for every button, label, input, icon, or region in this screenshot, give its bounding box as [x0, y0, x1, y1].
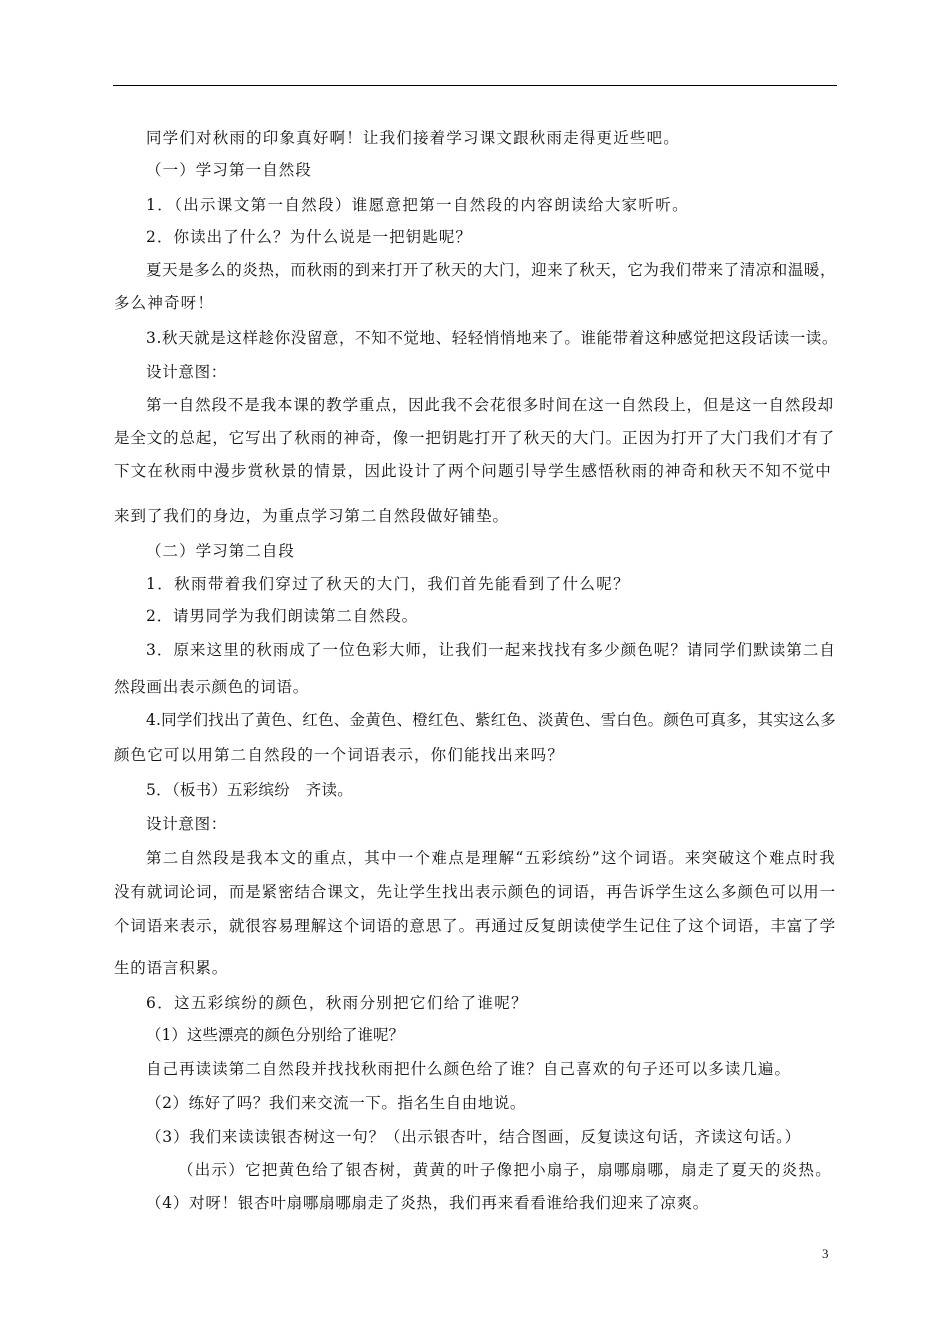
page-number: 3: [822, 1246, 829, 1261]
text-line-section-2-heading: （二）学习第二自段: [146, 542, 295, 560]
text-line-item-1-1: 1．（出示课文第一自然段）谁愿意把第一自然段的内容朗读给大家听听。: [146, 196, 689, 214]
text-line-design-2a: 第二自然段是我本文的重点，其中一个难点是理解“五彩缤纷”这个词语。来突破这个难点时我: [146, 849, 836, 867]
text-line-answer-1-2b: 多么神奇呀！: [114, 294, 214, 312]
text-line-item-1-3: 3.秋天就是这样趁你没留意，不知不觉地、轻轻悄悄地来了。谁能带着这种感觉把这段话读一读。: [146, 329, 838, 347]
text-line-item-2-4a: 4.同学们找出了黄色、红色、金黄色、橙红色、紫红色、淡黄色、雪白色。颜色可真多，其实这么多: [146, 711, 836, 729]
text-line-design-1c: 下文在秋雨中漫步赏秋景的情景，因此设计了两个问题引导学生感悟秋雨的神奇和秋天不知不觉中: [114, 462, 832, 480]
text-line-sub-2: （2）练好了吗？我们来交流一下。指名生自由地说。: [146, 1094, 526, 1112]
text-line-design-1b: 是全文的总起，它写出了秋雨的神奇，像一把钥匙打开了秋天的大门。正因为打开了大门我们才有了: [114, 429, 835, 447]
text-line-item-2-6: 6．这五彩缤纷的颜色，秋雨分别把它们给了谁呢？: [146, 994, 528, 1012]
text-line-section-1-heading: （一）学习第一自然段: [146, 161, 312, 179]
text-line-answer-1-2a: 夏天是多么的炎热，而秋雨的到来打开了秋天的大门，迎来了秋天，它为我们带来了清凉和温暖，: [146, 261, 836, 279]
text-line-design-2c: 个词语来表示，就很容易理解这个词语的意思了。再通过反复朗读使学生记住了这个词语，丰富了学: [114, 917, 836, 935]
text-line-design-1a: 第一自然段不是我本课的教学重点，因此我不会花很多时间在这一自然段上，但是这一自然段却: [146, 396, 834, 414]
text-line-item-1-2: 2．你读出了什么？为什么说是一把钥匙呢？: [146, 228, 472, 246]
text-line-design-label-1: 设计意图：: [146, 363, 227, 381]
text-line-sub-3: （3）我们来读读银杏树这一句？（出示银杏叶，结合图画，反复读这句话，齐读这句话。）: [146, 1128, 801, 1146]
text-line-design-2b: 没有就词论词，而是紧密结合课文，先让学生找出表示颜色的词语，再告诉学生这么多颜色可以用一: [114, 883, 836, 901]
text-line-intro: 同学们对秋雨的印象真好啊！让我们接着学习课文跟秋雨走得更近些吧。: [146, 129, 680, 147]
text-line-sub-4: （4）对呀！银杏叶扇哪扇哪扇走了炎热，我们再来看看谁给我们迎来了凉爽。: [146, 1194, 709, 1212]
text-line-item-2-1: 1．秋雨带着我们穿过了秋天的大门，我们首先能看到了什么呢？: [146, 575, 630, 593]
text-line-item-2-5: 5．（板书）五彩缤纷 齐读。: [146, 781, 353, 799]
text-line-sub-3-quote: （出示）它把黄色给了银杏树，黄黄的叶子像把小扇子，扇哪扇哪，扇走了夏天的炎热。: [178, 1161, 832, 1179]
text-line-design-1d: 来到了我们的身边，为重点学习第二自然段做好铺垫。: [114, 507, 509, 525]
text-line-item-2-4b: 颜色它可以用第二自然段的一个词语表示，你们能找出来吗？: [114, 746, 564, 764]
text-line-item-2-2: 2．请男同学为我们朗读第二自然段。: [146, 607, 418, 625]
text-line-sub-1-detail: 自己再读读第二自然段并找找秋雨把什么颜色给了谁？自己喜欢的句子还可以多读几遍。: [146, 1060, 791, 1078]
text-line-design-label-2: 设计意图：: [146, 815, 227, 833]
text-line-sub-1: （1）这些漂亮的颜色分别给了谁呢？: [146, 1026, 404, 1044]
text-line-design-2d: 生的语言积累。: [114, 959, 228, 977]
text-line-item-2-3a: 3．原来这里的秋雨成了一位色彩大师，让我们一起来找找有多少颜色呢？请同学们默读第二自: [146, 641, 836, 659]
text-line-item-2-3b: 然段画出表示颜色的词语。: [114, 678, 309, 696]
